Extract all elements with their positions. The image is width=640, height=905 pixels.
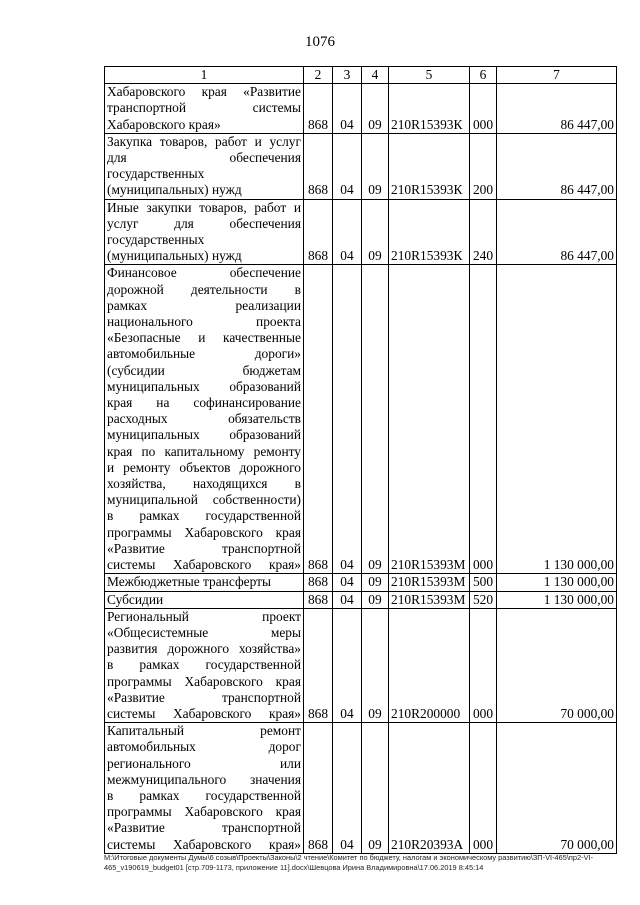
header-col-2: 2 [304,67,333,84]
table-row [105,591,617,608]
table-row [105,84,617,134]
row-name: Субсидии [105,591,304,608]
row-ministry: 868 [304,723,333,854]
row-target-code: 210R20393А [389,723,470,854]
header-col-5: 5 [389,67,470,84]
row-expense-type: 000 [470,265,497,574]
row-target-code: 210R200000 [389,608,470,722]
row-expense-type: 500 [470,574,497,591]
row-ministry: 868 [304,591,333,608]
row-section: 04 [333,199,362,265]
row-subsection: 09 [362,265,389,574]
row-section: 04 [333,723,362,854]
row-section: 04 [333,608,362,722]
row-ministry: 868 [304,265,333,574]
row-section: 04 [333,591,362,608]
row-section: 04 [333,574,362,591]
row-subsection: 09 [362,199,389,265]
row-name: Хабаровского края «Развитие транспортной системы Хабаровского края» [105,84,304,134]
row-amount: 70 000,00 [497,608,617,722]
table-row [105,133,617,199]
header-col-3: 3 [333,67,362,84]
row-expense-type: 200 [470,133,497,199]
header-col-4: 4 [362,67,389,84]
row-target-code: 210R15393М [389,265,470,574]
header-col-1: 1 [105,67,304,84]
row-section: 04 [333,84,362,134]
row-amount: 1 130 000,00 [497,265,617,574]
row-target-code: 210R15393К [389,84,470,134]
header-col-6: 6 [470,67,497,84]
row-subsection: 09 [362,723,389,854]
row-ministry: 868 [304,199,333,265]
table-row [105,265,617,574]
row-section: 04 [333,133,362,199]
row-expense-type: 000 [470,608,497,722]
row-ministry: 868 [304,608,333,722]
row-amount: 1 130 000,00 [497,574,617,591]
row-expense-type: 000 [470,723,497,854]
row-expense-type: 000 [470,84,497,134]
row-amount: 86 447,00 [497,84,617,134]
row-subsection: 09 [362,133,389,199]
row-name: Иные закупки товаров, работ и услуг для обеспечения государственных (муниципальных) нужд [105,199,304,265]
table-row [105,723,617,854]
table-row [105,608,617,722]
table-header-row [105,67,617,84]
row-target-code: 210R15393К [389,133,470,199]
table-row [105,574,617,591]
row-target-code: 210R15393М [389,591,470,608]
row-amount: 86 447,00 [497,133,617,199]
row-subsection: 09 [362,84,389,134]
row-subsection: 09 [362,608,389,722]
header-col-7: 7 [497,67,617,84]
row-ministry: 868 [304,84,333,134]
page-number: 1076 [305,34,335,50]
row-name: Региональный проект «Общесистемные меры развития дорожного хозяйства» в рамках государственной программы Хабаровского края «Развитие транспортной системы Хабаровского края» [105,608,304,722]
row-amount: 86 447,00 [497,199,617,265]
row-target-code: 210R15393М [389,574,470,591]
row-ministry: 868 [304,133,333,199]
table-row [105,199,617,265]
file-path-footer: M:\Итоговые документы Думы\6 созыв\Проекты\Законы\2 чтение\Комитет по бюджету, налогам и экономическому развитию\ЗП-VI-465\пр2-VI-465_v190619_budget01 [стр.709-1173, приложение 11].docx\Шевцова Ирина Владимировна\17.06.2019 8:45:14 [104,853,594,872]
row-expense-type: 520 [470,591,497,608]
row-name: Финансовое обеспечение дорожной деятельности в рамках реализации национального проекта «Безопасные и качественные автомобильные дороги» (субсидии бюджетам муниципальных образований края на софинансирование расходных обязательств муниципальных образований края по капитальному ремонту и ремонту объектов дорожного хозяйства, находящихся в муниципальной собственности) в рамках государственной программы Хабаровского края «Развитие транспортной системы Хабаровского края» [105,265,304,574]
row-subsection: 09 [362,591,389,608]
row-subsection: 09 [362,574,389,591]
row-amount: 70 000,00 [497,723,617,854]
row-ministry: 868 [304,574,333,591]
row-name: Капитальный ремонт автомобильных дорог регионального или межмуниципального значения в рамках государственной программы Хабаровского края «Развитие транспортной системы Хабаровского края» [105,723,304,854]
row-name: Межбюджетные трансферты [105,574,304,591]
row-expense-type: 240 [470,199,497,265]
row-target-code: 210R15393К [389,199,470,265]
budget-table [104,66,617,854]
row-amount: 1 130 000,00 [497,591,617,608]
row-section: 04 [333,265,362,574]
row-name: Закупка товаров, работ и услуг для обеспечения государственных (муниципальных) нужд [105,133,304,199]
